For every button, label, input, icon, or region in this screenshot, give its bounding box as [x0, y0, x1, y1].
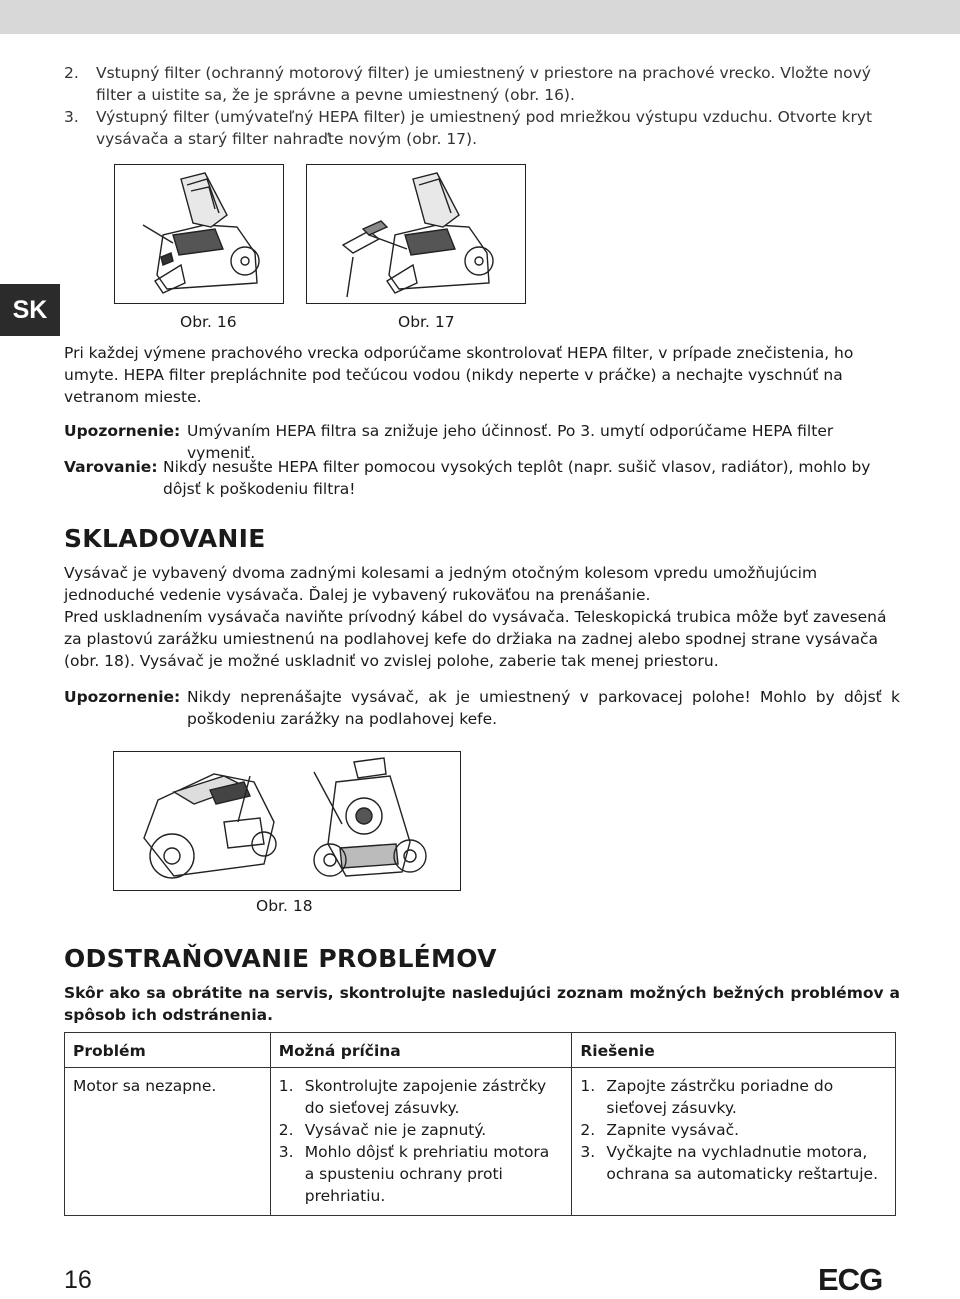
column-header: Riešenie — [572, 1033, 896, 1068]
notice-label: Upozornenie: — [64, 688, 181, 706]
notice-text: Nikdy neprenášajte vysávač, ak je umiestnený v parkovacej polohe! Mohlo by dôjsť k poškodeniu zarážky na podlahovej kefe. — [187, 688, 900, 728]
language-tab: SK — [0, 284, 60, 336]
intro-list — [64, 62, 900, 150]
column-header: Možná príčina — [270, 1033, 572, 1068]
figure-16-caption: Obr. 16 — [180, 313, 237, 331]
list-item: 2. Zapnite vysávač. — [580, 1121, 740, 1139]
troubleshooting-intro: Skôr ako sa obrátite na servis, skontrolujte nasledujúci zoznam možných bežných problémov a spôsob ich odstránenia. — [64, 984, 900, 1024]
warning-text: Nikdy nesušte HEPA filter pomocou vysokých teplôt (napr. sušič vlasov, radiátor), mohlo by dôjsť k poškodeniu filtra! — [163, 458, 871, 498]
figure-17 — [306, 164, 526, 304]
list-item: 3. Výstupný filter (umývateľný HEPA filter) je umiestnený pod mriežkou výstupu vzduchu. Otvorte kryt vysávača a starý filter nahraďte novým (obr. 17). — [64, 108, 873, 148]
brand-logo: ECG — [818, 1262, 883, 1297]
troubleshooting-heading: ODSTRAŇOVANIE PROBLÉMOV — [64, 944, 497, 973]
cause-cell — [270, 1068, 572, 1216]
list-item: 3. Mohlo dôjsť k prehriatiu motora a spusteniu ochrany proti prehriatiu. — [278, 1143, 550, 1205]
solution-cell — [572, 1068, 896, 1216]
figure-16 — [114, 164, 284, 304]
notice-label: Upozornenie: — [64, 422, 181, 440]
storage-heading: SKLADOVANIE — [64, 524, 266, 553]
storage-paragraph-2: Pred uskladnením vysávača naviňte prívodný kábel do vysávača. Teleskopická trubica môže byť zavesená za plastovú zarážku umiestnenú na podlahovej kefe do držiaka na zadnej alebo spodnej strane vysávača (obr. 18). Vysávač je možné uskladniť vo zvislej polohe, zaberie tak menej priestoru. — [64, 608, 887, 670]
vacuum-open-illustration — [115, 165, 283, 303]
top-bar — [0, 0, 960, 34]
vacuum-storage-illustration — [114, 752, 460, 890]
page-number: 16 — [64, 1266, 92, 1294]
troubleshooting-table — [64, 1032, 896, 1216]
list-item: 3. Vyčkajte na vychladnutie motora, ochrana sa automaticky reštartuje. — [580, 1143, 878, 1183]
list-item: 2. Vysávač nie je zapnutý. — [278, 1121, 487, 1139]
table-header-row — [65, 1033, 896, 1068]
figure-18-caption: Obr. 18 — [256, 897, 313, 915]
notice-text: Umývaním HEPA filtra sa znižuje jeho účinnosť. Po 3. umytí odporúčame HEPA filter vymeniť. — [187, 422, 834, 462]
storage-paragraph-1: Vysávač je vybavený dvoma zadnými kolesami a jedným otočným kolesom vpredu umožňujúcim jednoduché vedenie vysávača. Ďalej je vybavený rukoväťou na prenášanie. — [64, 564, 818, 604]
list-item: 1. Zapojte zástrčku poriadne do sieťovej zásuvky. — [580, 1077, 834, 1117]
warning-hepa — [64, 456, 900, 500]
list-item: 1. Skontrolujte zapojenie zástrčky do sieťovej zásuvky. — [278, 1077, 547, 1117]
list-item: 2. Vstupný filter (ochranný motorový filter) je umiestnený v priestore na prachové vrecko. Vložte nový filter a uistite sa, že je správne a pevne umiestnený (obr. 16). — [64, 64, 871, 104]
figure-18 — [113, 751, 461, 891]
problem-cell: Motor sa nezapne. — [65, 1068, 271, 1216]
table-row — [65, 1068, 896, 1216]
notice-storage — [64, 686, 900, 730]
column-header: Problém — [65, 1033, 271, 1068]
warning-label: Varovanie: — [64, 458, 158, 476]
hepa-paragraph: Pri každej výmene prachového vrecka odporúčame skontrolovať HEPA filter, v prípade znečistenia, ho umyte. HEPA filter prepláchnite pod tečúcou vodou (nikdy neperte v práčke) a nechajte vyschnúť na vetranom mieste. — [64, 344, 854, 406]
figure-17-caption: Obr. 17 — [398, 313, 455, 331]
vacuum-hepa-illustration — [307, 165, 525, 303]
